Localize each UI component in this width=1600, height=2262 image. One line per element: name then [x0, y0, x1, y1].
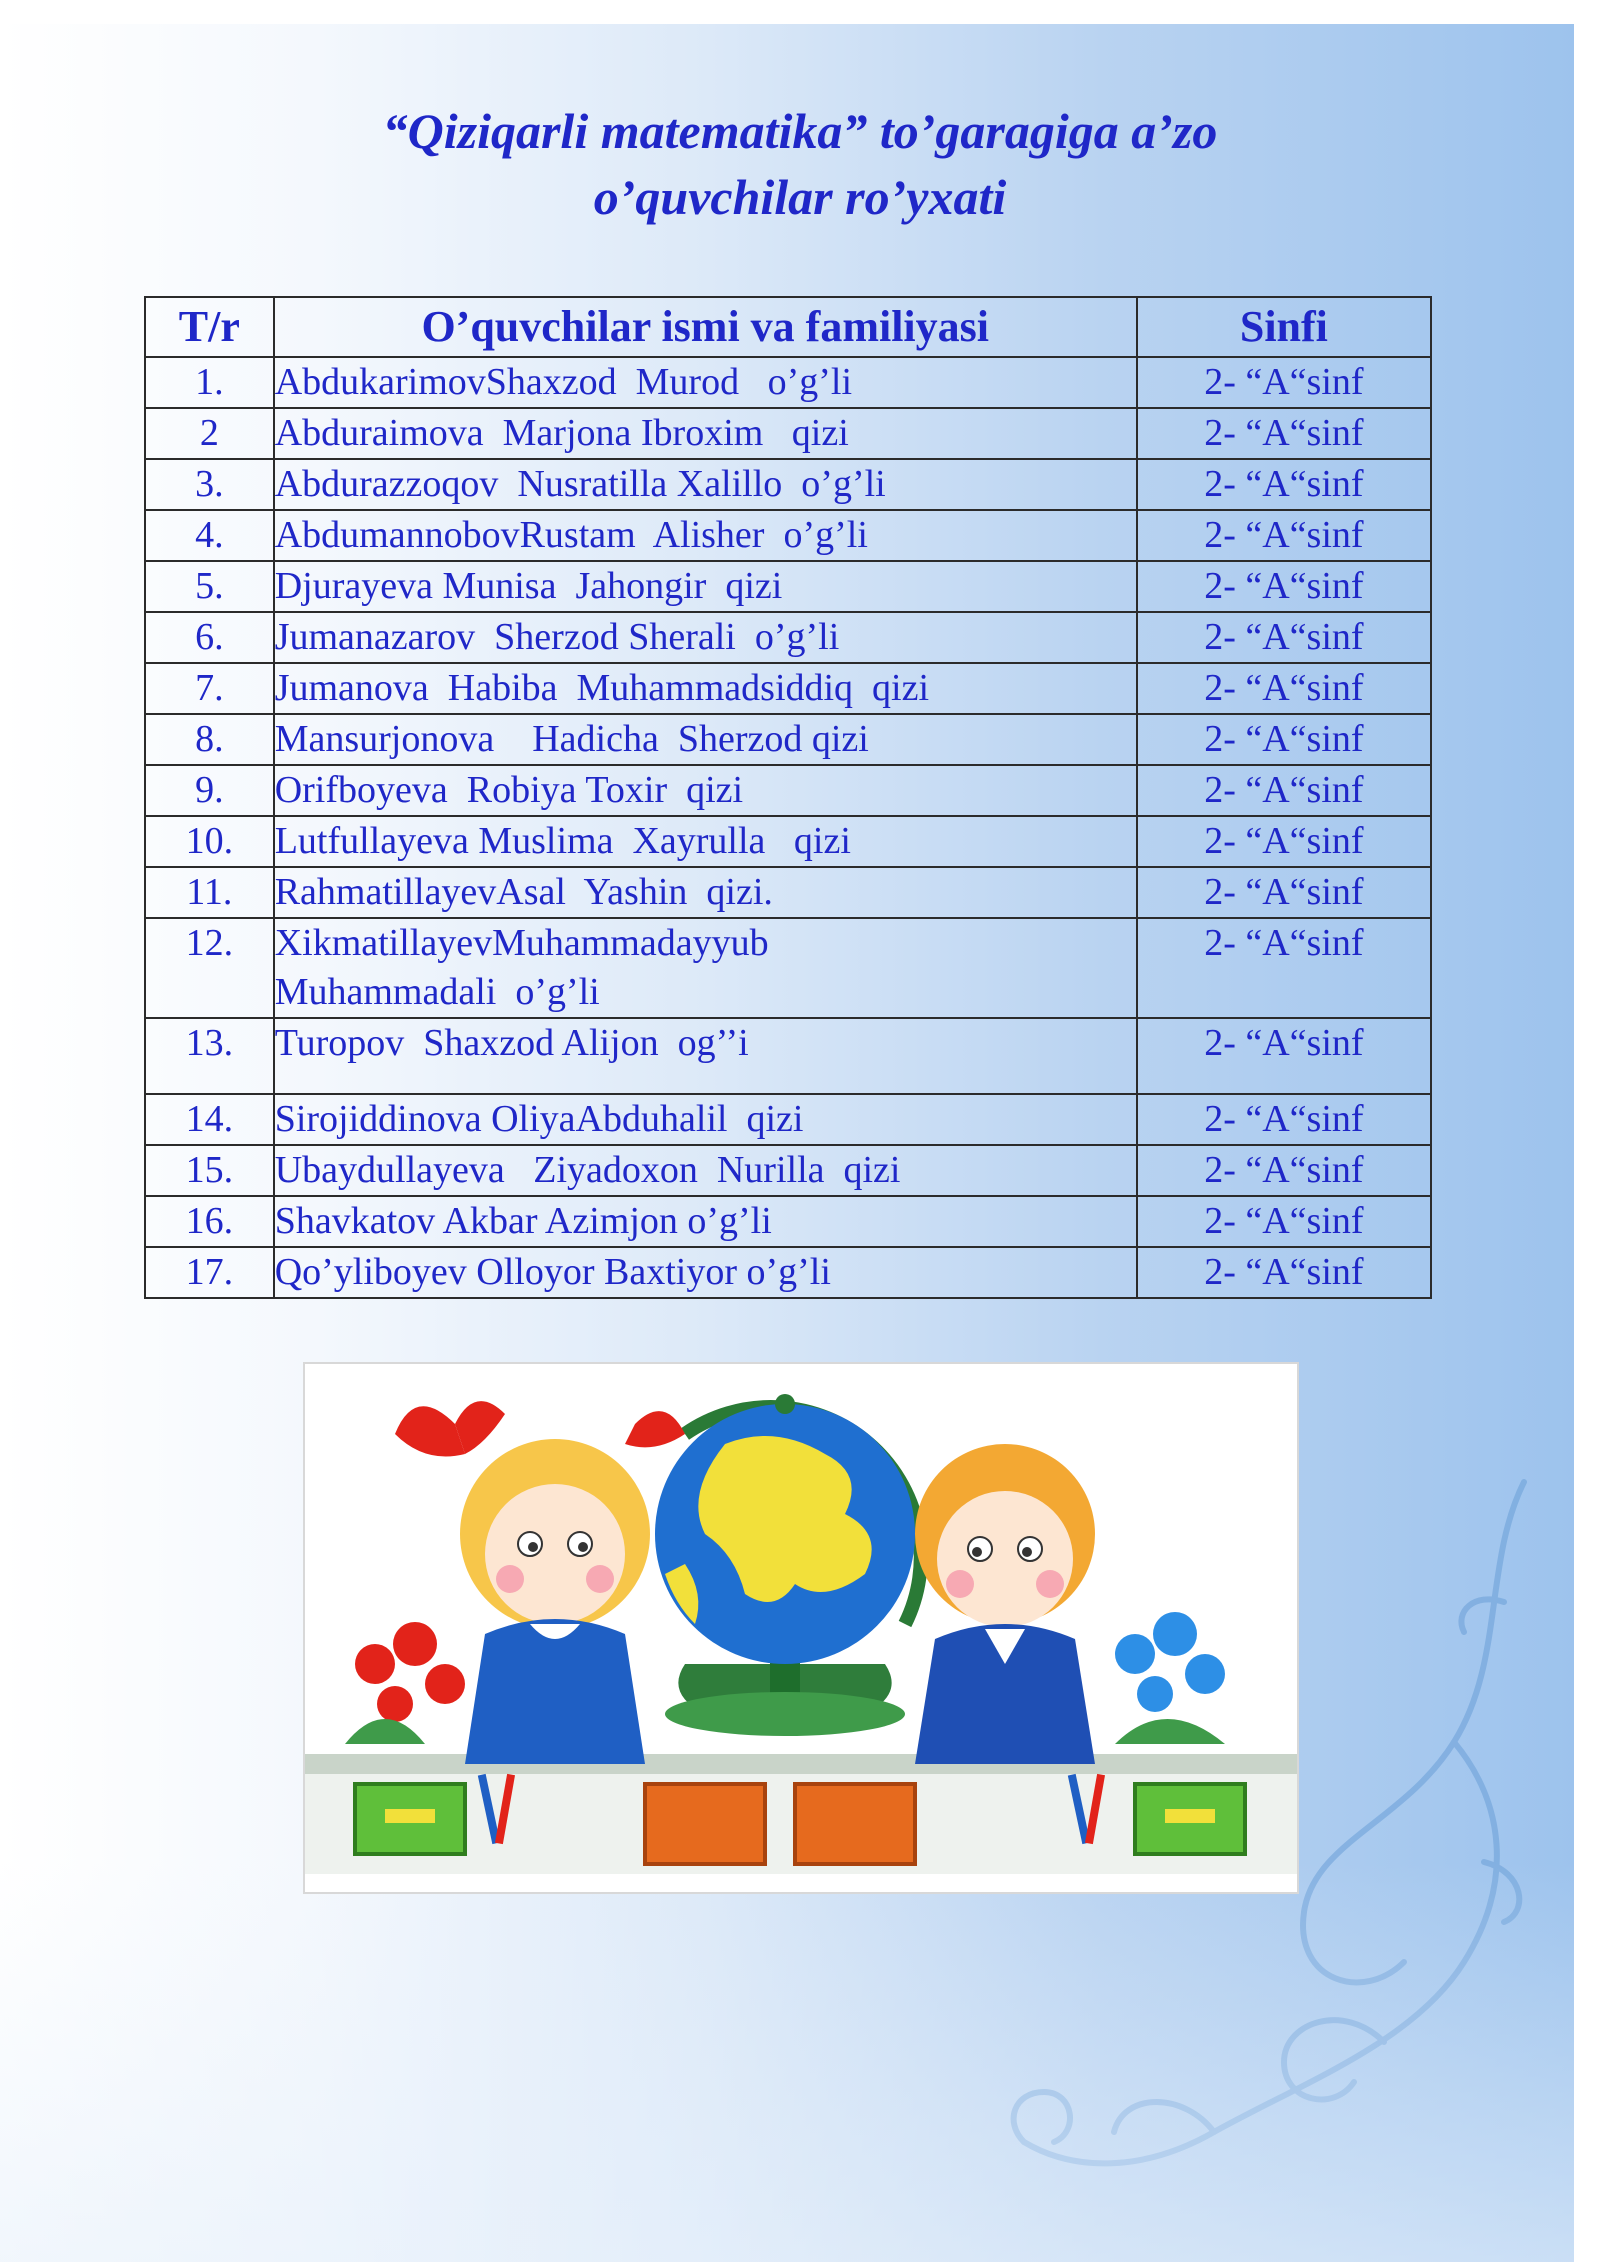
row-number: 16. [145, 1196, 274, 1247]
table-row [145, 459, 1431, 510]
table-row [145, 816, 1431, 867]
column-header-class: Sinfi [1137, 297, 1431, 357]
table-row [145, 357, 1431, 408]
row-number: 17. [145, 1247, 274, 1298]
table-row [145, 1094, 1431, 1145]
student-name: XikmatillayevMuhammadayyub Muhammadali o’g’li [274, 918, 1137, 1018]
student-class: 2- “A“sinf [1137, 1247, 1431, 1298]
student-class: 2- “A“sinf [1137, 612, 1431, 663]
row-number: 2 [145, 408, 274, 459]
student-class: 2- “A“sinf [1137, 1196, 1431, 1247]
column-header-number: T/r [145, 297, 274, 357]
table-row [145, 765, 1431, 816]
student-roster-table [144, 296, 1432, 1299]
illustration-drawing [305, 1364, 1297, 1892]
student-name: Djurayeva Munisa Jahongir qizi [274, 561, 1137, 612]
table-row [145, 1018, 1431, 1094]
student-class: 2- “A“sinf [1137, 408, 1431, 459]
row-number: 3. [145, 459, 274, 510]
table-row [145, 1145, 1431, 1196]
student-class: 2- “A“sinf [1137, 816, 1431, 867]
student-class: 2- “A“sinf [1137, 765, 1431, 816]
table-row [145, 408, 1431, 459]
page-title-line2: o’quvchilar ro’yxati [593, 169, 1007, 225]
table-row [145, 612, 1431, 663]
row-number: 5. [145, 561, 274, 612]
student-name: Turopov Shaxzod Alijon og’’i [274, 1018, 1137, 1094]
student-name: Abduraimova Marjona Ibroxim qizi [274, 408, 1137, 459]
row-number: 13. [145, 1018, 274, 1094]
row-number: 14. [145, 1094, 274, 1145]
table-row [145, 867, 1431, 918]
table-header-row [145, 297, 1431, 357]
student-name: Abdurazzoqov Nusratilla Xalillo o’g’li [274, 459, 1137, 510]
student-class: 2- “A“sinf [1137, 1018, 1431, 1094]
row-number: 8. [145, 714, 274, 765]
table-row [145, 1247, 1431, 1298]
row-number: 11. [145, 867, 274, 918]
row-number: 1. [145, 357, 274, 408]
student-name: AbdumannobovRustam Alisher o’g’li [274, 510, 1137, 561]
column-header-name: O’quvchilar ismi va familiyasi [274, 297, 1137, 357]
student-name: AbdukarimovShaxzod Murod o’g’li [274, 357, 1137, 408]
student-class: 2- “A“sinf [1137, 459, 1431, 510]
student-class: 2- “A“sinf [1137, 561, 1431, 612]
student-class: 2- “A“sinf [1137, 1094, 1431, 1145]
student-class: 2- “A“sinf [1137, 714, 1431, 765]
student-class: 2- “A“sinf [1137, 663, 1431, 714]
student-name: RahmatillayevAsal Yashin qizi. [274, 867, 1137, 918]
student-class: 2- “A“sinf [1137, 510, 1431, 561]
student-name: Orifboyeva Robiya Toxir qizi [274, 765, 1137, 816]
page-title-line1: “Qiziqarli matematika” to’garagiga a’zo [382, 103, 1218, 159]
row-number: 6. [145, 612, 274, 663]
table-row [145, 714, 1431, 765]
row-number: 4. [145, 510, 274, 561]
student-name: Shavkatov Akbar Azimjon o’g’li [274, 1196, 1137, 1247]
student-class: 2- “A“sinf [1137, 867, 1431, 918]
student-class: 2- “A“sinf [1137, 1145, 1431, 1196]
table-row [145, 663, 1431, 714]
row-number: 12. [145, 918, 274, 1018]
student-name: Sirojiddinova OliyaAbduhalil qizi [274, 1094, 1137, 1145]
row-number: 7. [145, 663, 274, 714]
row-number: 15. [145, 1145, 274, 1196]
row-number: 10. [145, 816, 274, 867]
student-name: Jumanova Habiba Muhammadsiddiq qizi [274, 663, 1137, 714]
student-name: Mansurjonova Hadicha Sherzod qizi [274, 714, 1137, 765]
table-row [145, 1196, 1431, 1247]
student-name: Lutfullayeva Muslima Xayrulla qizi [274, 816, 1137, 867]
student-class: 2- “A“sinf [1137, 918, 1431, 1018]
table-row [145, 561, 1431, 612]
table-row [145, 918, 1431, 1018]
student-name: Ubaydullayeva Ziyadoxon Nurilla qizi [274, 1145, 1137, 1196]
row-number: 9. [145, 765, 274, 816]
student-name: Qo’yliboyev Olloyor Baxtiyor o’g’li [274, 1247, 1137, 1298]
children-with-globe-illustration [303, 1362, 1299, 1894]
student-class: 2- “A“sinf [1137, 357, 1431, 408]
table-row [145, 510, 1431, 561]
student-name: Jumanazarov Sherzod Sherali o’g’li [274, 612, 1137, 663]
